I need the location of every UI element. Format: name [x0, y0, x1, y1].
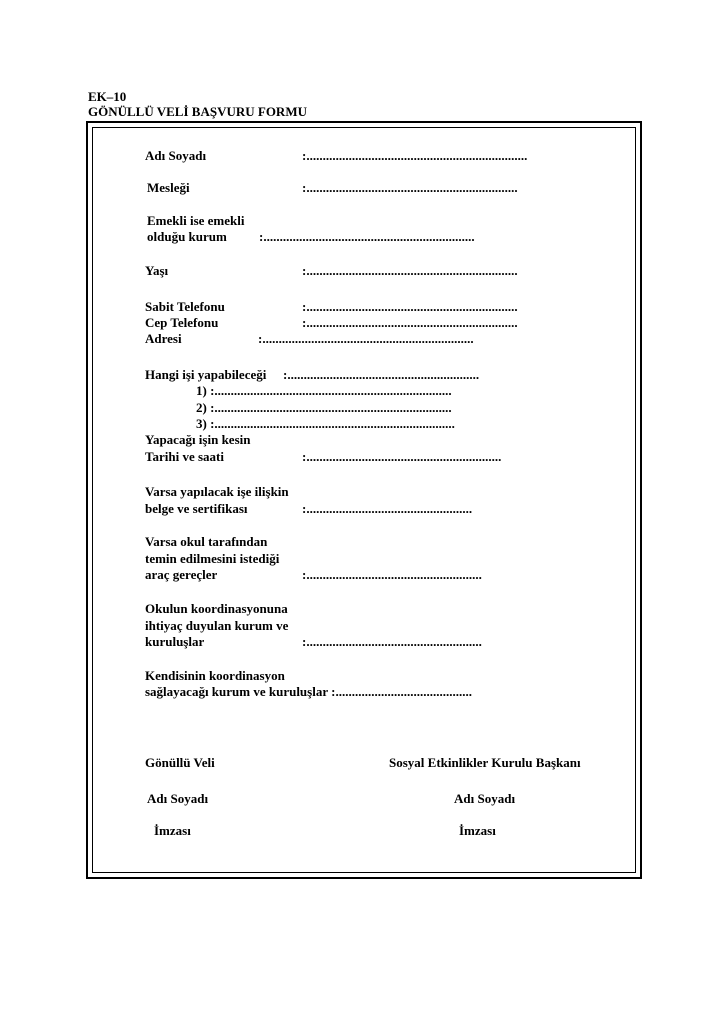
field-occupation-label: Mesleği [147, 180, 190, 195]
field-mobile-blank: :................................................................. [302, 315, 518, 330]
signature-left-name: Adı Soyadı [147, 791, 209, 806]
field-schedule-label-2: Tarihi ve saati [145, 449, 224, 464]
field-age-label: Yaşı [145, 263, 169, 278]
field-task-2: 2) :......................................................................... [196, 400, 452, 415]
field-age-blank: :................................................................. [302, 263, 518, 278]
field-schedule-blank: :............................................................ [302, 449, 502, 464]
field-name-label: Adı Soyadı [145, 148, 207, 163]
field-own-coordination-label-1: Kendisinin koordinasyon [145, 668, 285, 683]
field-schedule-label-1: Yapacağı işin kesin [145, 432, 251, 447]
field-equipment-label-3: araç gereçler [145, 567, 218, 582]
field-coordination-label-2: ihtiyaç duyulan kurum ve [145, 618, 289, 633]
field-own-coordination-label-2: sağlayacağı kurum ve kuruluşlar :.......................................... [145, 684, 472, 699]
field-equipment-label-1: Varsa okul tarafından [145, 534, 268, 549]
signature-right-title: Sosyal Etkinlikler Kurulu Başkanı [389, 755, 581, 770]
field-certificate-blank: :................................................... [302, 501, 473, 516]
field-landline-label: Sabit Telefonu [145, 299, 225, 314]
field-task-3: 3) :.......................................................................... [196, 416, 455, 431]
field-equipment-label-2: temin edilmesini istediği [145, 551, 280, 566]
signature-left-title: Gönüllü Veli [145, 755, 215, 770]
field-certificate-label-1: Varsa yapılacak işe ilişkin [145, 484, 289, 499]
field-address-blank: :................................................................. [258, 331, 474, 346]
signature-left-sign: İmzası [154, 823, 191, 838]
signature-right-name: Adı Soyadı [454, 791, 516, 806]
field-coordination-label-1: Okulun koordinasyonuna [145, 601, 288, 616]
field-mobile-label: Cep Telefonu [145, 315, 219, 330]
field-name-blank: :.................................................................... [302, 148, 528, 163]
field-address-label: Adresi [145, 331, 182, 346]
form-title: GÖNÜLLÜ VELİ BAŞVURU FORMU [88, 104, 307, 119]
field-tasks-blank: :........................................................... [283, 367, 480, 382]
field-landline-blank: :................................................................. [302, 299, 518, 314]
signature-right-sign: İmzası [459, 823, 496, 838]
form-code: EK–10 [88, 89, 127, 104]
field-equipment-blank: :...................................................... [302, 567, 482, 582]
field-certificate-label-2: belge ve sertifikası [145, 501, 248, 516]
field-tasks-label: Hangi işi yapabileceği [145, 367, 267, 382]
field-retired-blank: :................................................................. [259, 229, 475, 244]
field-retired-label-2: olduğu kurum [147, 229, 227, 244]
field-coordination-blank: :...................................................... [302, 634, 482, 649]
field-retired-label-1: Emekli ise emekli [147, 213, 245, 228]
field-task-1: 1) :......................................................................... [196, 383, 452, 398]
field-coordination-label-3: kuruluşlar [145, 634, 205, 649]
field-occupation-blank: :................................................................. [302, 180, 518, 195]
